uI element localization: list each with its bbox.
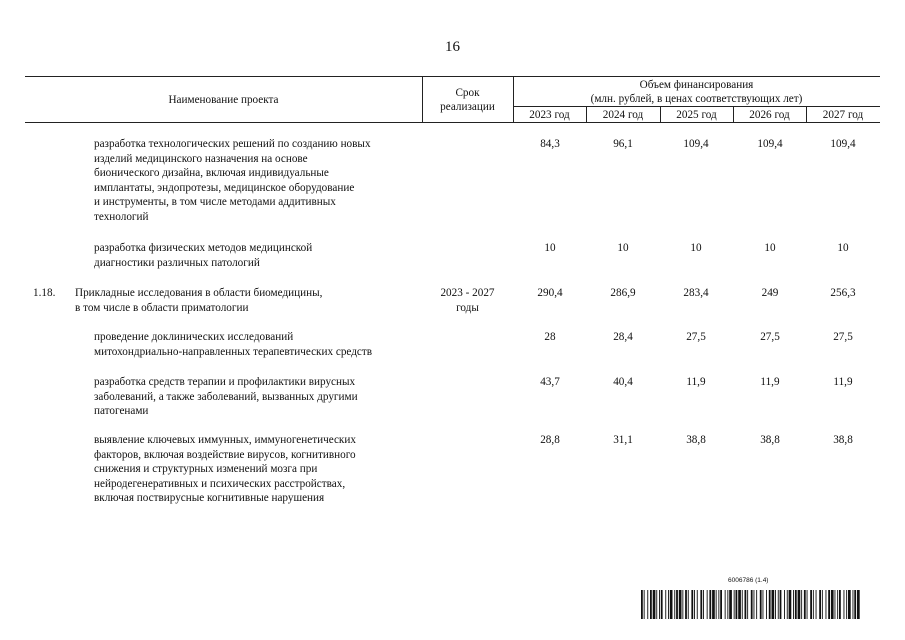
header-year-2026: 2026 год (749, 109, 790, 121)
row-value-2027: 10 (837, 242, 849, 254)
barcode-image (641, 590, 860, 619)
row-value-2023: 43,7 (540, 376, 560, 388)
page-number: 16 (445, 39, 460, 55)
row-value-2024: 96,1 (613, 138, 633, 150)
row-value-2026: 38,8 (760, 434, 780, 446)
row-value-2023: 290,4 (537, 287, 563, 299)
row-value-2026: 11,9 (760, 376, 780, 388)
row-value-2024: 31,1 (613, 434, 633, 446)
row-value-2027: 38,8 (833, 434, 853, 446)
row-name: разработка физических методов медицинской диагностики различных патологий (94, 242, 313, 269)
row-value-2024: 40,4 (613, 376, 633, 388)
row-value-2026: 249 (761, 287, 779, 299)
row-value-2025: 283,4 (683, 287, 709, 299)
header-funding-line2: (млн. рублей, в ценах соответствующих лет) (590, 93, 803, 105)
barcode-caption: 6006786 (1.4) (728, 577, 769, 584)
row-value-2023: 28 (544, 331, 556, 343)
header-year-2023: 2023 год (529, 109, 570, 121)
header-year-2027: 2027 год (822, 109, 864, 121)
row-name: выявление ключевых иммунных, иммуногенетических факторов, включая воздействие вирусов, когнитивного снижения и структурных изменений мозга при нейродегенеративных и психических расстройствах, включая поствирусные когнитивные нарушения (94, 434, 356, 504)
row-value-2023: 28,8 (540, 434, 560, 446)
row-value-2025: 38,8 (686, 434, 706, 446)
row-value-2026: 109,4 (757, 138, 783, 150)
header-term-line2: реализации (440, 101, 495, 113)
row-name: разработка технологических решений по созданию новых изделий медицинского назначения на основе бионического дизайна, включая индивидуальные имплантаты, эндопротезы, медицинское оборудование и инструменты, в том числе методами аддитивных технологий (94, 138, 371, 223)
header-year-2025: 2025 год (676, 109, 717, 121)
row-value-2025: 11,9 (686, 376, 706, 388)
header-year-2024: 2024 год (602, 109, 644, 121)
header-term-line1: Срок (455, 87, 480, 99)
row-value-2025: 27,5 (686, 331, 706, 343)
row-value-2023: 10 (544, 242, 556, 254)
row-value-2023: 84,3 (540, 138, 560, 150)
row-name: проведение доклинических исследований митохондриально-направленных терапевтических средств (94, 331, 373, 358)
row-value-2027: 11,9 (833, 376, 853, 388)
row-term: 2023 - 2027 годы (440, 287, 495, 314)
header-funding-line1: Объем финансирования (639, 79, 754, 91)
row-value-2027: 109,4 (830, 138, 856, 150)
row-value-2024: 28,4 (613, 331, 633, 343)
row-value-2027: 27,5 (833, 331, 853, 343)
row-value-2025: 10 (690, 242, 702, 254)
row-name: разработка средств терапии и профилактики вирусных заболеваний, а также заболеваний, вызванных другими патогенами (94, 376, 358, 417)
row-value-2024: 286,9 (610, 287, 636, 299)
table-top-rule (25, 76, 880, 77)
row-value-2026: 27,5 (760, 331, 780, 343)
row-value-2026: 10 (764, 242, 776, 254)
row-name: Прикладные исследования в области биомедицины, в том числе в области приматологии (75, 287, 323, 314)
row-value-2024: 10 (617, 242, 629, 254)
row-value-2025: 109,4 (683, 138, 709, 150)
row-id: 1.18. (33, 287, 56, 299)
row-value-2027: 256,3 (830, 287, 856, 299)
header-project-name: Наименование проекта (168, 94, 279, 106)
